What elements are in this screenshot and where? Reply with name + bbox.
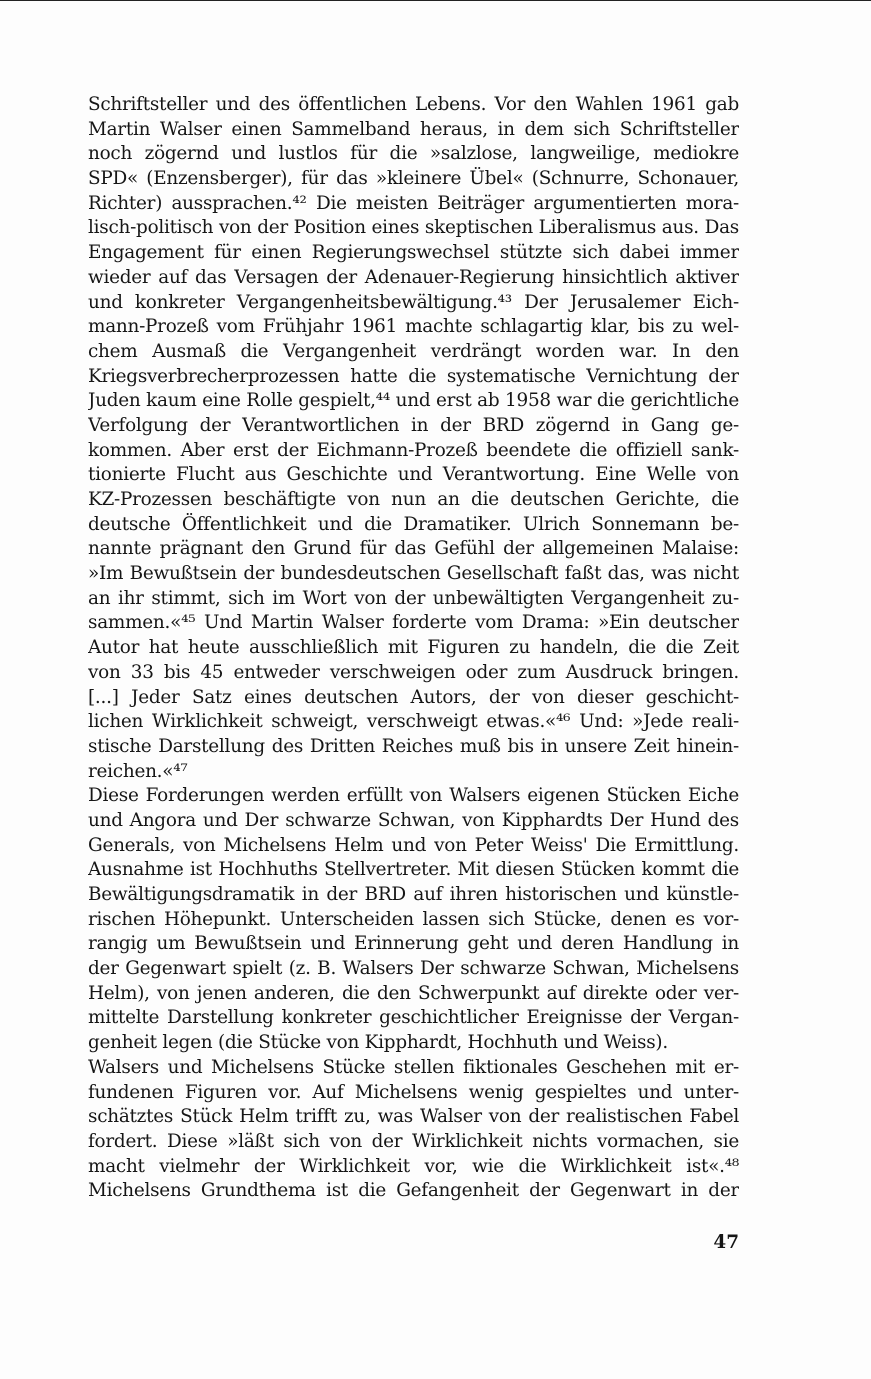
text-line: Kriegsverbrecherprozessen hatte die systematische Vernichtung der — [88, 365, 739, 387]
text-line: genheit legen (die Stücke von Kipphardt, Hochhuth und Weiss). — [88, 1032, 668, 1054]
text-line: Autor hat heute ausschließlich mit Figuren zu handeln, die die Zeit — [88, 637, 739, 659]
text-line: mann-Prozeß vom Frühjahr 1961 machte schlagartig klar, bis zu wel- — [88, 316, 739, 338]
text-line: Juden kaum eine Rolle gespielt,⁴⁴ und erst ab 1958 war die gerichtliche — [88, 390, 739, 412]
text-line: Schriftsteller und des öffentlichen Lebens. Vor den Wahlen 1961 gab — [88, 94, 739, 115]
text-line: reichen.«⁴⁷ — [88, 760, 188, 782]
text-line: fordert. Diese »läßt sich von der Wirklichkeit nichts vormachen, sie — [88, 1130, 739, 1152]
text-line: Ausnahme ist Hochhuths Stellvertreter. Mit diesen Stücken kommt die — [88, 859, 739, 881]
text-line: rischen Höhepunkt. Unterscheiden lassen sich Stücke, denen es vor- — [88, 908, 739, 930]
text-line: chem Ausmaß die Vergangenheit verdrängt worden war. In den — [88, 340, 739, 362]
page-top-edge — [0, 0, 871, 1]
text-line: stische Darstellung des Dritten Reiches muß bis in unsere Zeit hinein- — [88, 735, 739, 757]
text-line: Engagement für einen Regierungswechsel stützte sich dabei immer — [88, 242, 739, 264]
text-line: [...] Jeder Satz eines deutschen Autors, der von dieser geschicht- — [88, 686, 739, 708]
text-line: »Im Bewußtsein der bundesdeutschen Gesellschaft faßt das, was nicht — [88, 563, 739, 585]
text-line: und Angora und Der schwarze Schwan, von Kipphardts Der Hund des — [88, 809, 739, 831]
text-line: mittelte Darstellung konkreter geschichtlicher Ereignisse der Vergan- — [88, 1007, 739, 1029]
text-line: von 33 bis 45 entweder verschweigen oder zum Ausdruck bringen. — [88, 661, 739, 683]
text-line: Michelsens Grundthema ist die Gefangenheit der Gegenwart in der — [88, 1180, 739, 1202]
text-line: Helm), von jenen anderen, die den Schwerpunkt auf direkte oder ver- — [88, 982, 739, 1004]
text-line: der Gegenwart spielt (z. B. Walsers Der schwarze Schwan, Michelsens — [88, 958, 739, 980]
text-line: lichen Wirklichkeit schweigt, verschweigt etwas.«⁴⁶ Und: »Jede reali- — [88, 711, 739, 733]
text-line: fundenen Figuren vor. Auf Michelsens wenig gespieltes und unter- — [88, 1081, 739, 1103]
text-line: sammen.«⁴⁵ Und Martin Walser forderte vom Drama: »Ein deutscher — [88, 612, 739, 634]
text-line: deutsche Öffentlichkeit und die Dramatiker. Ulrich Sonnemann be- — [88, 513, 739, 535]
text-line: Richter) aussprachen.⁴² Die meisten Beiträger argumentierten mora- — [88, 192, 739, 214]
text-line: SPD« (Enzensberger), für das »kleinere Übel« (Schnurre, Schonauer, — [88, 168, 739, 190]
text-line: Diese Forderungen werden erfüllt von Walsers eigenen Stücken Eiche — [88, 785, 739, 807]
body-text — [88, 93, 739, 1204]
text-line: KZ-Prozessen beschäftigte von nun an die deutschen Gerichte, die — [88, 489, 739, 510]
text-line: schätztes Stück Helm trifft zu, was Walser von der realistischen Fabel — [88, 1106, 739, 1128]
text-line: tionierte Flucht aus Geschichte und Verantwortung. Eine Welle von — [88, 464, 739, 486]
text-line: Bewältigungsdramatik in der BRD auf ihren historischen und künstle- — [88, 884, 739, 905]
text-line: macht vielmehr der Wirklichkeit vor, wie die Wirklichkeit ist«.⁴⁸ — [88, 1155, 739, 1177]
text-line: Martin Walser einen Sammelband heraus, in dem sich Schriftsteller — [88, 118, 739, 140]
text-line: wieder auf das Versagen der Adenauer-Regierung hinsichtlich aktiver — [88, 266, 739, 288]
text-line: Generals, von Michelsens Helm und von Peter Weiss' Die Ermittlung. — [88, 834, 739, 856]
text-line: und konkreter Vergangenheitsbewältigung.⁴³ Der Jerusalemer Eich- — [88, 291, 739, 313]
text-line: rangig um Bewußtsein und Erinnerung geht und deren Handlung in — [88, 933, 739, 955]
text-line: Verfolgung der Verantwortlichen in der BRD zögernd in Gang ge- — [88, 414, 739, 436]
text-line: nannte prägnant den Grund für das Gefühl der allgemeinen Malaise: — [88, 538, 739, 560]
text-line: noch zögernd und lustlos für die »salzlose, langweilige, mediokre — [88, 143, 739, 165]
page-number: 47 — [713, 1232, 739, 1253]
text-line: kommen. Aber erst der Eichmann-Prozeß beendete die offiziell sank- — [88, 439, 739, 461]
text-line: Walsers und Michelsens Stücke stellen fiktionales Geschehen mit er- — [88, 1056, 739, 1078]
text-line: an ihr stimmt, sich im Wort von der unbewältigten Vergangenheit zu- — [88, 587, 739, 609]
text-line: lisch-politisch von der Position eines skeptischen Liberalismus aus. Das — [88, 217, 739, 239]
